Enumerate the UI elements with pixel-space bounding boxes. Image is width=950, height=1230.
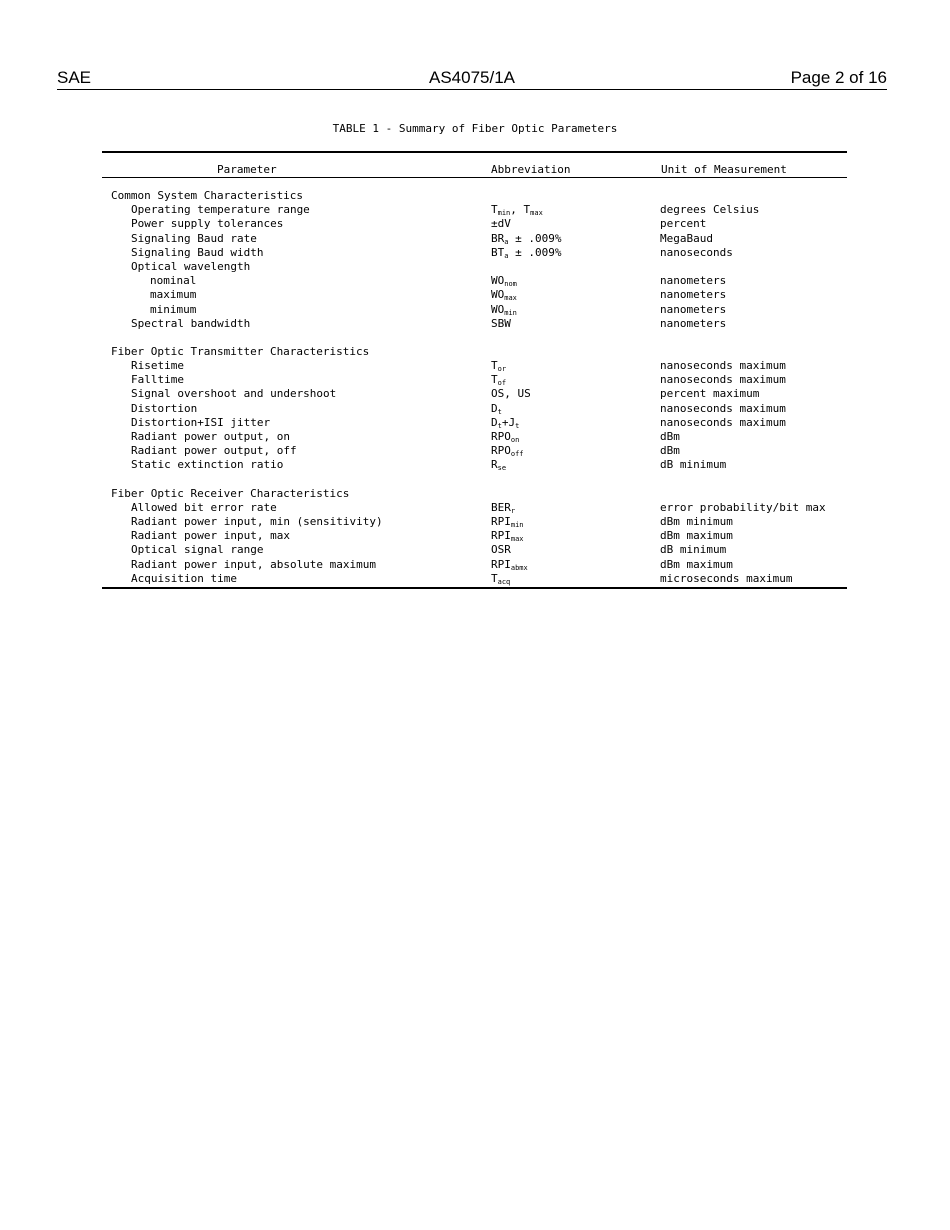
abbreviation-subscript: acq (497, 577, 511, 586)
abbreviation-subscript: t (497, 407, 502, 416)
abbreviation-cell (491, 359, 506, 373)
abbreviation-text: RPO (491, 444, 511, 458)
table-row (0, 501, 950, 515)
unit-cell: microseconds maximum (660, 571, 793, 585)
unit-cell: dBm (660, 430, 680, 443)
abbreviation-subscript: min (504, 308, 517, 317)
table-row (0, 303, 950, 317)
header-publisher: SAE (57, 68, 92, 87)
unit-cell: nanometers (660, 316, 727, 330)
abbreviation-cell (491, 303, 517, 317)
abbreviation-text: T (491, 359, 498, 373)
table-row (0, 430, 950, 444)
abbreviation-subscript: or (497, 365, 507, 374)
abbreviation-subscript: on (510, 436, 520, 444)
page-header (57, 68, 887, 90)
unit-cell: dB minimum (660, 543, 727, 557)
abbreviation-text: RPI (491, 529, 511, 543)
abbreviation-text: D (491, 401, 498, 415)
abbreviation-cell (491, 416, 519, 430)
abbreviation-text: T (491, 571, 498, 585)
parameter-cell: maximum (150, 288, 197, 302)
unit-cell: dB minimum (660, 458, 727, 472)
parameter-cell: Radiant power output, off (131, 444, 297, 458)
abbreviation-cell (491, 246, 561, 260)
parameter-cell: Optical signal range (131, 543, 264, 557)
parameter-cell: Allowed bit error rate (131, 500, 277, 514)
table-body (0, 189, 950, 586)
abbreviation-subscript: min (510, 520, 524, 529)
abbreviation-subscript: nom (504, 280, 517, 289)
table-row (0, 288, 950, 302)
table-row (0, 217, 950, 231)
unit-cell: percent (660, 217, 707, 231)
parameter-cell: Falltime (131, 373, 184, 387)
abbreviation-subscript: max (504, 294, 517, 303)
abbreviation-subscript: abmx (510, 563, 528, 572)
parameter-cell: minimum (150, 302, 197, 316)
abbreviation-cell (491, 558, 528, 572)
parameter-cell: Radiant power input, absolute maximum (131, 557, 377, 571)
parameter-cell: Radiant power input, min (sensitivity) (131, 514, 383, 528)
parameter-cell: Distortion (131, 401, 198, 415)
abbreviation-text: WO (491, 288, 505, 302)
table-row (0, 373, 950, 387)
abbreviation-text: WO (491, 274, 505, 288)
parameter-cell: Signaling Baud width (131, 245, 264, 259)
unit-cell: nanoseconds maximum (660, 401, 786, 415)
unit-cell: degrees Celsius (660, 203, 760, 217)
parameter-cell: Power supply tolerances (131, 217, 284, 231)
table-row (0, 260, 950, 274)
unit-cell: nanometers (660, 288, 727, 302)
abbreviation-text: RPO (491, 430, 511, 443)
unit-cell: nanoseconds maximum (660, 415, 786, 429)
abbreviation-cell (491, 232, 561, 246)
table-row (0, 458, 950, 472)
unit-cell: percent maximum (660, 387, 760, 401)
table-row (0, 558, 950, 572)
abbreviation-cell: OS, US (491, 387, 531, 401)
abbreviation-cell (491, 203, 543, 217)
header-document-number: AS4075/1A (429, 68, 516, 87)
abbreviation-text: T (491, 373, 498, 387)
section-heading: Common System Characteristics (111, 189, 304, 202)
section-heading: Fiber Optic Transmitter Characteristics (111, 344, 370, 358)
table-row (0, 274, 950, 288)
table-title: TABLE 1 - Summary of Fiber Optic Parameters (332, 122, 618, 135)
abbreviation-subscript: t (515, 421, 520, 430)
parameter-cell: Acquisition time (131, 571, 237, 585)
table-row (0, 232, 950, 246)
abbreviation-text: D (491, 415, 498, 429)
parameter-cell: Operating temperature range (131, 203, 310, 217)
abbreviation-text: R (491, 458, 498, 472)
unit-cell: nanometers (660, 274, 727, 288)
abbreviation-cell (491, 458, 506, 472)
table-row (0, 416, 950, 430)
abbreviation-cell: ±dV (491, 217, 511, 231)
abbreviation-subscript: a (504, 251, 509, 260)
abbreviation-cell (491, 501, 515, 515)
section-heading: Fiber Optic Receiver Characteristics (111, 486, 350, 500)
abbreviation-text: +J (501, 415, 516, 429)
section-heading-row (0, 189, 950, 203)
parameter-cell: Signal overshoot and undershoot (131, 387, 337, 401)
section-heading-row (0, 487, 950, 501)
abbreviation-subscript: se (497, 464, 507, 473)
abbreviation-text: BT (491, 245, 505, 259)
parameter-cell: Signaling Baud rate (131, 231, 257, 245)
abbreviation-cell (491, 515, 524, 529)
table-row (0, 515, 950, 529)
abbreviation-subscript: t (497, 421, 502, 430)
unit-cell: dBm (660, 444, 680, 458)
parameter-cell: Radiant power output, on (131, 430, 290, 443)
parameter-cell: Spectral bandwidth (131, 316, 251, 330)
table-top-rule (102, 151, 847, 153)
table-row (0, 444, 950, 458)
column-header-abbreviation: Abbreviation (491, 163, 571, 176)
unit-cell: MegaBaud (660, 231, 713, 245)
abbreviation-text: ± .009% (508, 245, 562, 259)
table-row (0, 543, 950, 557)
abbreviation-subscript: max (530, 209, 543, 218)
abbreviation-subscript: of (497, 379, 507, 388)
table-bottom-rule (102, 587, 847, 589)
abbreviation-cell: OSR (491, 543, 511, 557)
abbreviation-cell (491, 572, 510, 586)
column-header-unit: Unit of Measurement (661, 163, 787, 176)
unit-cell: dBm maximum (660, 529, 733, 543)
table-row (0, 529, 950, 543)
unit-cell: nanoseconds (660, 245, 733, 259)
abbreviation-cell (491, 373, 506, 387)
abbreviation-text: RPI (491, 514, 511, 528)
abbreviation-subscript: r (510, 506, 516, 515)
abbreviation-text: , T (510, 203, 531, 217)
parameter-cell: Radiant power input, max (131, 529, 290, 543)
unit-cell: dBm minimum (660, 514, 733, 528)
header-page-number: Page 2 of 16 (790, 68, 887, 87)
table-row (0, 387, 950, 401)
abbreviation-cell (491, 274, 517, 288)
table-row (0, 359, 950, 373)
table-row (0, 246, 950, 260)
abbreviation-cell (491, 430, 519, 444)
abbreviation-subscript: off (510, 450, 524, 459)
parameter-cell: Static extinction ratio (131, 458, 284, 472)
abbreviation-cell (491, 444, 524, 458)
abbreviation-text: ± .009% (508, 231, 562, 245)
abbreviation-cell (491, 402, 502, 416)
abbreviation-subscript: a (504, 237, 509, 246)
unit-cell: nanometers (660, 302, 727, 316)
table-row (0, 572, 950, 586)
unit-cell: nanoseconds maximum (660, 359, 786, 373)
abbreviation-text: BER (491, 500, 511, 514)
table-row (0, 317, 950, 331)
abbreviation-subscript: max (510, 535, 524, 544)
column-header-parameter: Parameter (217, 163, 277, 176)
abbreviation-text: BR (491, 231, 505, 245)
section-heading-row (0, 345, 950, 359)
abbreviation-cell (491, 288, 517, 302)
parameter-cell: Distortion+ISI jitter (131, 415, 271, 429)
abbreviation-cell (491, 529, 524, 543)
abbreviation-text: T (491, 203, 498, 217)
unit-cell: error probability/bit max (660, 500, 826, 514)
table-row (0, 203, 950, 217)
table-row (0, 402, 950, 416)
abbreviation-text: RPI (491, 557, 511, 571)
table-header-rule (102, 177, 847, 178)
unit-cell: dBm maximum (660, 557, 733, 571)
parameter-cell: nominal (150, 274, 197, 288)
abbreviation-cell: SBW (491, 316, 511, 330)
parameter-cell: Risetime (131, 359, 184, 373)
parameter-cell: Optical wavelength (131, 259, 251, 273)
abbreviation-text: WO (491, 302, 505, 316)
unit-cell: nanoseconds maximum (660, 373, 786, 387)
abbreviation-subscript: min (497, 209, 511, 218)
